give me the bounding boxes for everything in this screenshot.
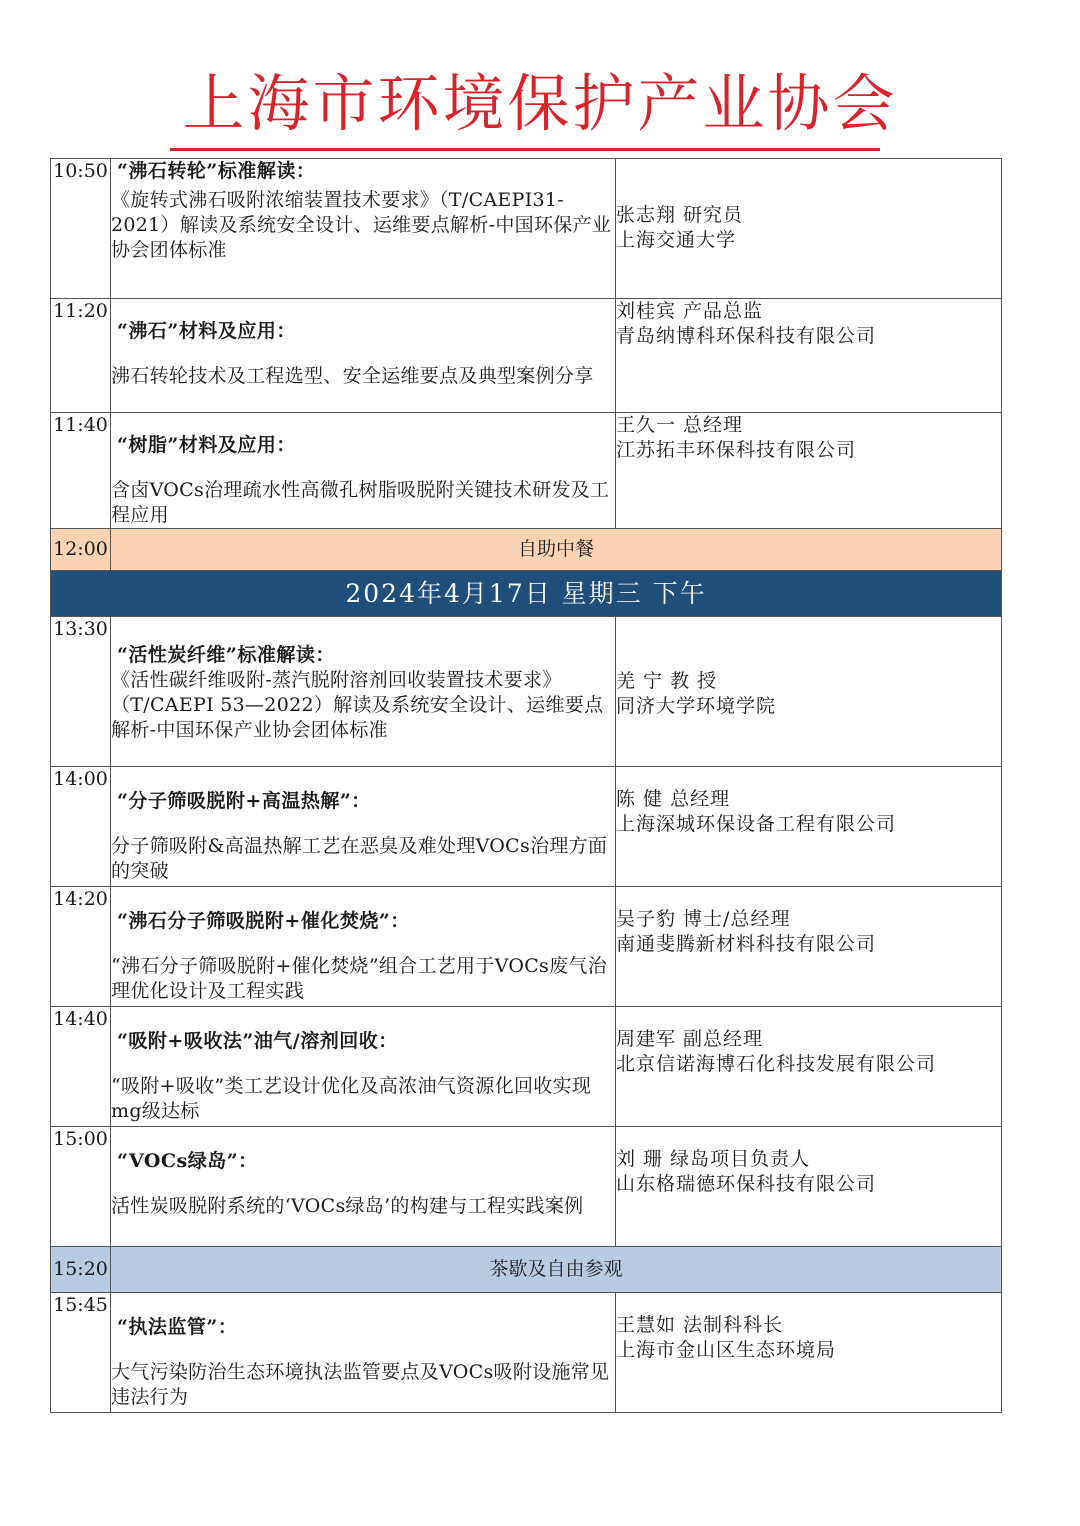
tea-break-row xyxy=(51,1247,1002,1293)
association-title: 上海市环境保护产业协会 xyxy=(182,67,898,140)
speaker-organization: 上海交通大学 xyxy=(616,229,737,251)
speaker-name: 吴子豹 博士/总经理 xyxy=(616,908,791,930)
table-row xyxy=(51,1007,1002,1127)
session-topic xyxy=(111,617,616,767)
agenda-table xyxy=(50,158,1002,1413)
speaker-organization: 山东格瑞德环保科技有限公司 xyxy=(616,1173,877,1195)
topic-title: “树脂”材料及应用： xyxy=(117,434,296,456)
session-time: 11:20 xyxy=(51,299,111,413)
session-time: 15:00 xyxy=(51,1127,111,1247)
session-topic xyxy=(111,1127,616,1247)
session-time: 15:45 xyxy=(51,1293,111,1413)
topic-description: “吸附+吸收”类工艺设计优化及高浓油气资源化回收实现mg级达标 xyxy=(111,1075,592,1122)
topic-title: “活性炭纤维”标准解读： xyxy=(117,644,335,666)
break-label: 茶歇及自由参观 xyxy=(111,1247,1002,1293)
session-time: 11:40 xyxy=(51,413,111,529)
speaker-organization: 江苏拓丰环保科技有限公司 xyxy=(616,439,857,461)
session-time: 14:40 xyxy=(51,1007,111,1127)
session-speaker xyxy=(616,617,1002,767)
speaker-name: 周建军 副总经理 xyxy=(616,1028,764,1050)
break-time: 15:20 xyxy=(51,1247,111,1293)
topic-description: 活性炭吸脱附系统的‘VOCs绿岛’的构建与工程实践案例 xyxy=(111,1195,584,1217)
topic-title: “VOCs绿岛”： xyxy=(117,1150,258,1172)
session-speaker xyxy=(616,887,1002,1007)
topic-title: “沸石转轮”标准解读： xyxy=(117,160,316,182)
day-header-row xyxy=(51,571,1002,617)
table-row xyxy=(51,299,1002,413)
session-speaker xyxy=(616,1007,1002,1127)
speaker-organization: 青岛纳博科环保科技有限公司 xyxy=(616,325,877,347)
session-speaker xyxy=(616,767,1002,887)
table-row xyxy=(51,413,1002,529)
speaker-name: 刘桂宾 产品总监 xyxy=(616,300,764,322)
topic-title: “分子筛吸脱附+高温热解”： xyxy=(117,790,371,812)
title-underline xyxy=(170,148,880,151)
session-topic xyxy=(111,413,616,529)
session-speaker xyxy=(616,299,1002,413)
session-topic xyxy=(111,159,616,299)
topic-description: 《旋转式沸石吸附浓缩装置技术要求》（T/CAEPI31-2021）解读及系统安全设计、运维要点解析-中国环保产业协会团体标准 xyxy=(111,189,612,261)
session-time: 14:00 xyxy=(51,767,111,887)
break-label: 自助中餐 xyxy=(111,529,1002,571)
speaker-organization: 南通斐腾新材料科技有限公司 xyxy=(616,933,877,955)
session-topic xyxy=(111,299,616,413)
topic-title: “执法监管”： xyxy=(117,1316,238,1338)
table-row xyxy=(51,617,1002,767)
topic-description: “沸石分子筛吸脱附+催化焚烧”组合工艺用于VOCs废气治理优化设计及工程实践 xyxy=(111,955,607,1002)
speaker-name: 羌 宁 教 授 xyxy=(616,670,718,692)
session-speaker xyxy=(616,1127,1002,1247)
table-row xyxy=(51,767,1002,887)
session-topic xyxy=(111,767,616,887)
topic-description: 《活性碳纤维吸附-蒸汽脱附溶剂回收装置技术要求》（T/CAEPI 53—2022）解读及系统安全设计、运维要点解析-中国环保产业协会团体标准 xyxy=(111,669,604,741)
topic-description: 沸石转轮技术及工程选型、安全运维要点及典型案例分享 xyxy=(111,365,594,387)
session-time: 14:20 xyxy=(51,887,111,1007)
session-speaker xyxy=(616,159,1002,299)
speaker-name: 张志翔 研究员 xyxy=(616,204,744,226)
topic-description: 分子筛吸附&高温热解工艺在恶臭及难处理VOCs治理方面的突破 xyxy=(111,835,608,882)
table-row xyxy=(51,159,1002,299)
table-row xyxy=(51,1293,1002,1413)
speaker-name: 刘 珊 绿岛项目负责人 xyxy=(616,1148,811,1170)
speaker-organization: 上海市金山区生态环境局 xyxy=(616,1339,837,1361)
lunch-break-row xyxy=(51,529,1002,571)
speaker-organization: 北京信诺海博石化科技发展有限公司 xyxy=(616,1053,937,1075)
session-topic xyxy=(111,1293,616,1413)
topic-title: “吸附+吸收法”油气/溶剂回收： xyxy=(117,1030,398,1052)
topic-description: 大气污染防治生态环境执法监管要点及VOCs吸附设施常见违法行为 xyxy=(111,1361,610,1408)
speaker-name: 王慧如 法制科科长 xyxy=(616,1314,784,1336)
session-speaker xyxy=(616,1293,1002,1413)
day-header: 2024年4月17日 星期三 下午 xyxy=(51,571,1002,617)
session-time: 13:30 xyxy=(51,617,111,767)
session-topic xyxy=(111,887,616,1007)
table-row xyxy=(51,1127,1002,1247)
topic-title: “沸石”材料及应用： xyxy=(117,320,296,342)
session-speaker xyxy=(616,413,1002,529)
speaker-name: 王久一 总经理 xyxy=(616,414,744,436)
topic-description: 含卤VOCs治理疏水性高微孔树脂吸脱附关键技术研发及工程应用 xyxy=(111,479,610,526)
session-topic xyxy=(111,1007,616,1127)
break-time: 12:00 xyxy=(51,529,111,571)
table-row xyxy=(51,887,1002,1007)
speaker-organization: 上海深城环保设备工程有限公司 xyxy=(616,813,897,835)
speaker-name: 陈 健 总经理 xyxy=(616,788,731,810)
speaker-organization: 同济大学环境学院 xyxy=(616,695,777,717)
session-time: 10:50 xyxy=(51,159,111,299)
topic-title: “沸石分子筛吸脱附+催化焚烧”： xyxy=(117,910,410,932)
